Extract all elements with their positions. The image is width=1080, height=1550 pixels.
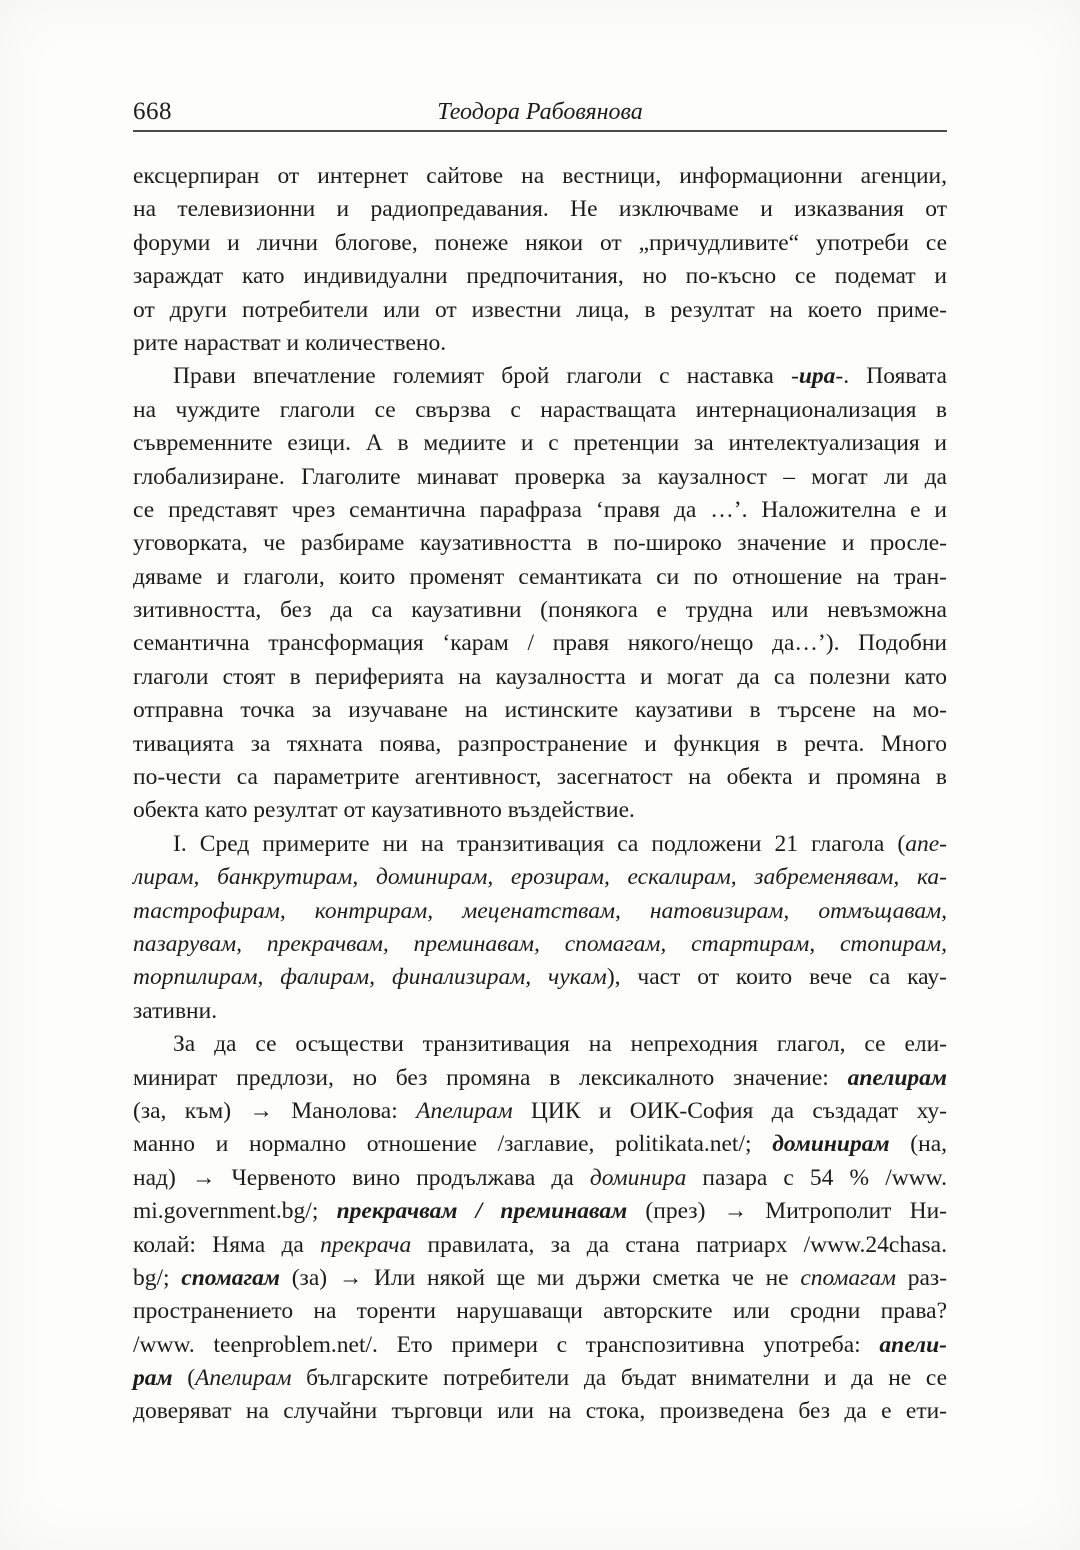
page-body [133,160,947,1429]
text-line [133,227,947,260]
text-segment: ексцерпиран от интернет сайтове на вестници, информационни агенции, [133,163,947,189]
text-segment: съвременните езици. А в медиите и с претенции за интелектуализация и [133,430,947,457]
text-line [133,160,947,193]
text-line [133,1162,947,1195]
text-line [133,294,947,327]
text-segment: (на, [889,1131,947,1158]
text-segment: тастрофирам, контрирам, меценатствам, натовизирам, отмъщавам, [133,897,947,924]
page-number: 668 [133,98,172,125]
text-segment: колай: Няма да [133,1231,321,1258]
text-segment: рам [133,1365,173,1392]
text-line [133,861,947,894]
text-segment: апели- [879,1331,947,1358]
running-title: Теодора Рабовянова [437,99,643,125]
text-segment: семантична трансформация ‘карам / правя някого/нещо да…’). Подобни [133,630,947,657]
text-line [133,1095,947,1128]
text-segment: глобализиране. Глаголите минават проверка за каузалност – могат ли да [133,463,947,490]
text-segment: ), част от които вече са кау- [606,964,947,991]
text-segment: доминира [589,1164,687,1191]
text-segment: ЦИК и ОИК-София да създадат ху- [512,1097,947,1124]
text-line [133,694,947,727]
text-segment: апелирам [847,1064,947,1091]
text-segment: -. Появата [835,363,947,390]
text-line [133,661,947,694]
text-line [133,728,947,761]
text-segment: пазарувам, прекрачвам, преминавам, спомагам, стартирам, стопирам, [133,930,947,957]
text-line [133,1195,947,1228]
text-segment: рите нарастват и количествено. [133,329,447,356]
text-segment: mi.government.bg/; [133,1198,337,1225]
text-line [133,193,947,226]
text-segment: пазара с 54 % /www. [686,1164,947,1191]
text-segment: форуми и лични блогове, понеже някои от „причудливите“ употреби се [133,229,947,256]
text-segment: апе- [905,830,947,857]
text-line [133,327,947,360]
text-segment: над) → Червеното вино продължава да [133,1164,590,1191]
text-segment: Апелирам [416,1097,513,1124]
text-segment: (за) → Или някой ще ми държи сметка че не [280,1264,801,1291]
text-line [133,527,947,560]
text-line [133,895,947,928]
text-segment: българските потребители да бъдат внимателни и да не се [291,1365,948,1392]
text-line [133,627,947,660]
text-line [133,360,947,393]
text-segment: спомагам [800,1264,897,1291]
text-segment: зараждат като индивидуални предпочитания, но по-късно се подемат и [133,263,947,290]
page-header [133,96,947,132]
text-segment: зативни. [133,997,218,1024]
text-segment: прекрачвам / преминавам [336,1198,628,1225]
text-segment: обекта като резултат от каузативното въздействие. [133,797,635,824]
text-segment: Прави впечатление големият брой глаголи с наставка - [173,363,799,390]
text-segment: лирам, банкрутирам, доминирам, ерозирам, ескалирам, забременявам, ка- [133,864,947,891]
text-segment: се представят чрез семантична парафраза ‘правя да …’. Наложителна е и [133,496,947,523]
text-line [133,561,947,594]
text-line [133,995,947,1028]
text-segment: I. Сред примерите ни на транзитивация са подложени 21 глагола ( [173,830,906,857]
text-segment: на телевизионни и радиопредавания. Не изключваме и изказвания от [133,196,947,223]
text-line [133,1395,947,1428]
text-line [133,761,947,794]
text-line [133,494,947,527]
text-line [133,1262,947,1295]
text-segment: глаголи стоят в периферията на каузалността и могат да са полезни като [133,663,947,690]
text-line [133,594,947,627]
text-segment: ( [172,1365,196,1392]
text-segment: по-чести са параметрите агентивност, засегнатост на обекта и промяна в [133,764,947,791]
text-segment: (за, към) → Манолова: [133,1097,417,1124]
text-segment: (през) → Митрополит Ни- [627,1198,947,1225]
text-line [133,1128,947,1161]
text-line [133,1229,947,1262]
text-segment: ира [798,363,836,390]
text-line [133,828,947,861]
text-segment: тивацията за тяхната поява, разпространение и функция в речта. Много [133,730,947,757]
text-line [133,260,947,293]
text-segment: доверяват на случайни търговци или на стока, произведена без да е ети- [133,1398,947,1425]
text-segment: пространението на торенти нарушаващи авторските или сродни права? [133,1298,947,1325]
text-segment: доминирам [772,1131,890,1158]
text-segment: раз- [896,1264,948,1291]
text-segment: уговорката, че разбираме каузативността в по-широко значение и просле- [133,530,947,557]
text-segment: дяваме и глаголи, които променят семантиката си по отношение на тран- [133,563,947,590]
text-segment: на чуждите глаголи се свързва с нарастващата интернационализация в [133,396,947,423]
text-line [133,1362,947,1395]
text-segment: отправна точка за изучаване на истинските каузативи в търсене на мо- [133,697,947,724]
text-line [133,961,947,994]
text-segment: правилата, за да стана патриарх /www.24chasa. [411,1231,947,1258]
text-segment: Апелирам [195,1365,292,1392]
text-segment: прекрача [320,1231,412,1258]
text-segment: За да се осъществи транзитивация на непреходния глагол, се ели- [173,1031,947,1058]
text-line [133,1295,947,1328]
text-line [133,1028,947,1061]
text-segment: манно и нормално отношение /заглавие, politikata.net/; [133,1131,773,1158]
text-line [133,394,947,427]
text-segment: минират предлози, но без промяна в лексикалното значение: [133,1064,848,1091]
text-line [133,1329,947,1362]
text-segment: зитивността, без да са каузативни (понякога е трудна или невъзможна [133,597,947,624]
text-segment: торпилирам, фалирам, финализирам, чукам [133,964,607,991]
text-line [133,1062,947,1095]
text-segment: /www. teenproblem.net/. Ето примери с транспозитивна употреба: [133,1331,880,1358]
text-line [133,928,947,961]
text-segment: bg/; [133,1264,182,1291]
text-line [133,427,947,460]
text-line [133,461,947,494]
text-segment: от други потребители или от известни лица, в резултат на което приме- [133,296,947,323]
text-segment: спомагам [181,1264,281,1291]
text-line [133,794,947,827]
